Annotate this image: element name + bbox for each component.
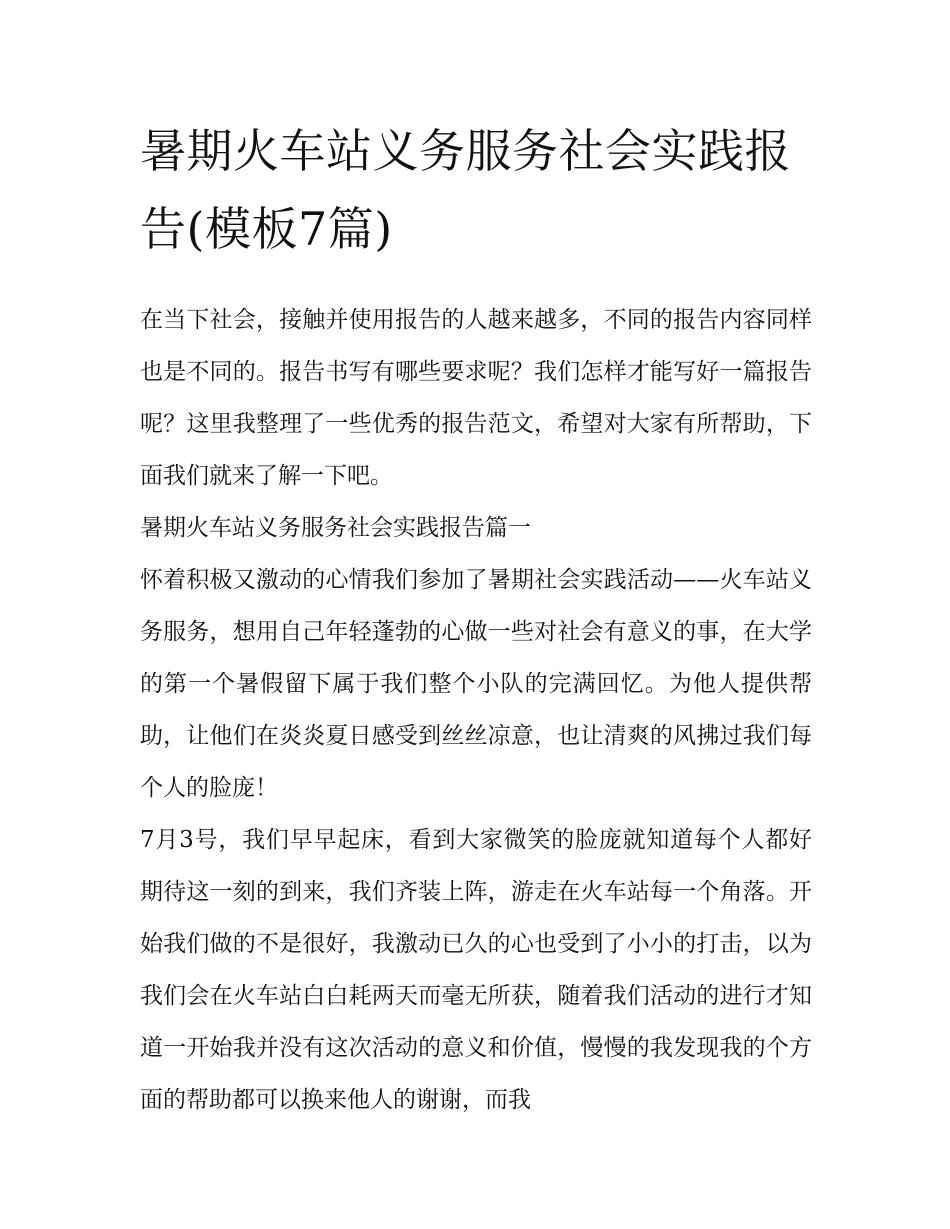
document-title: 暑期火车站义务服务社会实践报告(模板7篇) [140,124,791,256]
body-paragraph-2: 7月3号，我们早早起床，看到大家微笑的脸庞就知道每个人都好期待这一刻的到来，我们齐装上阵，游走在火车站每一个角落。开始我们做的不是很好，我激动已久的心也受到了小小的打击，以为我们会在火车站白白耗两天而毫无所获，随着我们活动的进行才知道一开始我并没有这次活动的意义和价值，慢慢的我发现我的个方面的帮助都可以换来他人的谢谢，而我 [140,827,812,1113]
intro-paragraph: 在当下社会，接触并使用报告的人越来越多，不同的报告内容同样也是不同的。报告书写有哪些要求呢？我们怎样才能写好一篇报告呢？这里我整理了一些优秀的报告范文，希望对大家有所帮助，下面我们就来了解一下吧。 [140,307,812,489]
section-heading: 暑期火车站义务服务社会实践报告篇一 [140,515,531,541]
document-body [140,112,812,1126]
body-paragraph-1: 怀着积极又激动的心情我们参加了暑期社会实践活动——火车站义务服务，想用自己年轻蓬勃的心做一些对社会有意义的事，在大学的第一个暑假留下属于我们整个小队的完满回忆。为他人提供帮助，让他们在炎炎夏日感受到丝丝凉意，也让清爽的风拂过我们每个人的脸庞！ [140,567,812,801]
